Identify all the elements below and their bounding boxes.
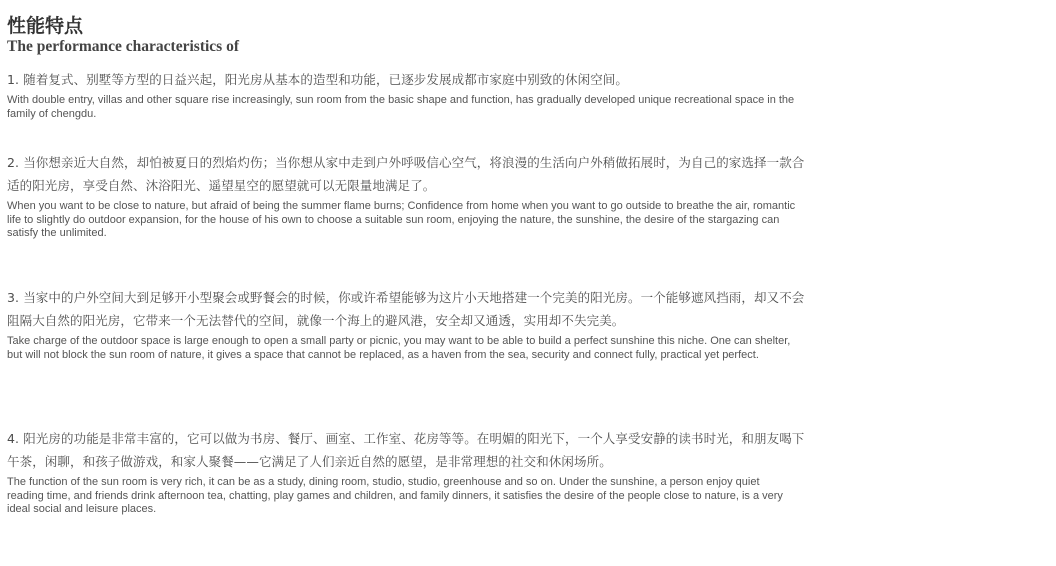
section-1-text-cn: 1. 随着复式、别墅等方型的日益兴起，阳光房从基本的造型和功能，已逐步发展成都市家庭中别致的休闲空间。 [7,72,629,87]
page-title-en: The performance characteristics of [7,38,239,55]
section-2 [7,151,807,241]
section-1 [7,68,807,121]
section-2-text-en: When you want to be close to nature, but afraid of being the summer flame burns; Confidence from home when you want to go outside to breathe the air, romantic life to slightly do outdoor expansion, for the house of his own to choose a suitable sun room, enjoying the nature, the sunshine, the desire of the stargazing can satisfy the unlimited. [7,200,796,239]
section-2-text-cn: 2. 当你想亲近大自然，却怕被夏日的烈焰灼伤；当你想从家中走到户外呼吸信心空气，将浪漫的生活向户外稍做拓展时，为自己的家选择一款合适的阳光房，享受自然、沐浴阳光、遥望星空的愿望就可以无限量地满足了。 [7,155,805,193]
section-3-text-cn: 3. 当家中的户外空间大到足够开小型聚会或野餐会的时候，你或许希望能够为这片小天地搭建一个完美的阳光房。一个能够遮风挡雨，却又不会阻隔大自然的阳光房，它带来一个无法替代的空间，就像一个海上的避风港，安全却又通透，实用却不失完美。 [7,290,805,328]
section-3 [7,286,807,362]
section-1-text-en: With double entry, villas and other square rise increasingly, sun room from the basic shape and function, has gradually developed unique recreational space in the family of chengdu. [7,94,795,120]
section-4 [7,427,807,517]
document-page [7,14,807,515]
section-3-text-en: Take charge of the outdoor space is large enough to open a small party or picnic, you may want to be able to build a perfect sunshine this niche. One can shelter, but will not block the sun room of nature, it gives a space that cannot be replaced, as a haven from the sea, security and connect fully, practical yet perfect. [7,335,791,361]
page-title-cn: 性能特点 [7,15,84,37]
section-4-text-en: The function of the sun room is very rich, it can be as a study, dining room, studio, studio, greenhouse and so on. Under the sunshine, a person enjoy quiet reading time, and friends drink afternoon tea, chatting, play games and children, and family dinners, it satisfies the desire of the people close to nature, is a very ideal social and leisure places. [7,476,783,515]
section-4-text-cn: 4. 阳光房的功能是非常丰富的，它可以做为书房、餐厅、画室、工作室、花房等等。在明媚的阳光下，一个人享受安静的读书时光，和朋友喝下午茶，闲聊，和孩子做游戏，和家人聚餐——它满足了人们亲近自然的愿望，是非常理想的社交和休闲场所。 [7,431,805,469]
